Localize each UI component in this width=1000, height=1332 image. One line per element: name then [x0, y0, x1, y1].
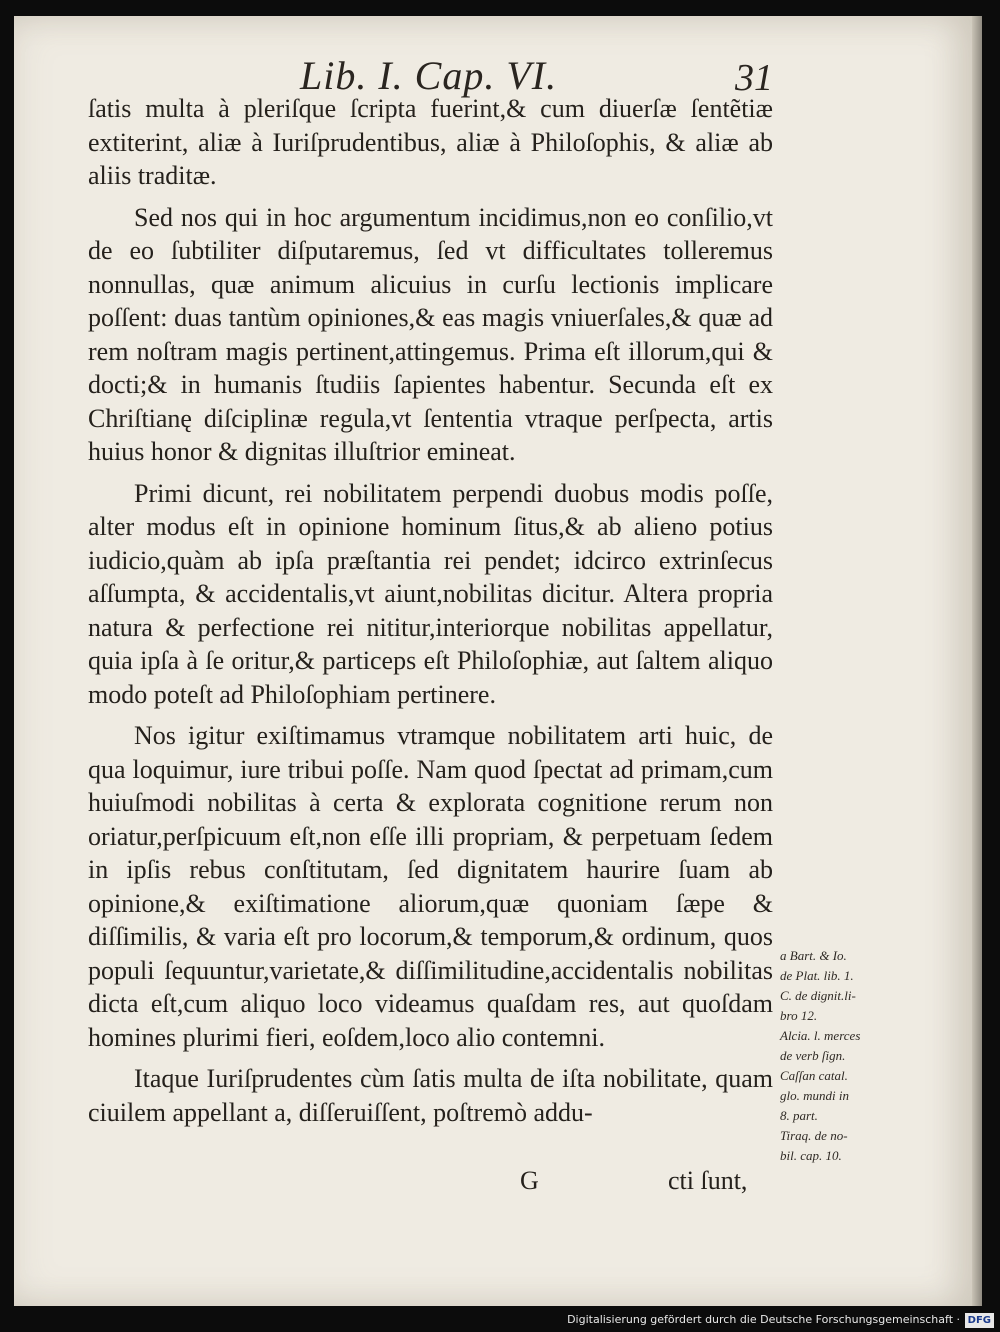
margin-note-line: de Plat. lib. 1. — [780, 968, 854, 983]
margin-note-line: Caſſan catal. — [780, 1068, 848, 1083]
margin-note-line: 8. part. — [780, 1108, 818, 1123]
margin-note-line: bro 12. — [780, 1008, 818, 1023]
margin-note-line: C. de dignit.li- — [780, 988, 856, 1003]
main-text — [88, 92, 773, 1137]
margin-note-line: Tiraq. de no- — [780, 1128, 848, 1143]
page-number: 31 — [735, 57, 773, 99]
paragraph: Primi dicunt, rei nobilitatem perpendi duobus modis poſſe, alter modus eſt in opinione hominum ſitus,& ab alieno potius iudicio,quàm ab ipſa præſtantia rei pendet; idcirco extrinſecus aſſumpta, & accidentalis,vt aiunt,nobilitas dicitur. Altera propria natura & perfectione rei nititur,interiorque nobilitas appellatur, quia ipſa à ſe oritur,& particeps eſt Philoſophiæ, aut ſaltem aliquo modo poteſt ad Philoſophiam pertinere. — [88, 478, 773, 709]
margin-note-line: glo. mundi in — [780, 1088, 849, 1103]
marginal-notes — [780, 946, 908, 1166]
dfg-logo: DFG — [965, 1313, 994, 1328]
margin-note-line: a Bart. & Io. — [780, 948, 847, 963]
paragraph: ſatis multa à pleriſque ſcripta fuerint,& cum diuerſæ ſentẽtiæ extiterint, aliæ à Iuriſprudentibus, aliæ à Philoſophis, & aliæ ab aliis traditæ. — [88, 94, 773, 190]
margin-note-line: bil. cap. 10. — [780, 1148, 842, 1163]
page-edge — [972, 16, 982, 1306]
footer-bar — [0, 1310, 1000, 1332]
paragraph: Nos igitur exiſtimamus vtramque nobilitatem arti huic, de qua loquimur, iure tribui poſſe. Nam quod ſpectat ad primam,cum huiuſmodi nobilitas à certa & explorata cognitione rerum non oriatur,perſpicuum eſt,non eſſe illi propriam, & perpetuam ſedem in ipſis rebus conſtitutam, ſed dignitatem haurire ſuam ab opinione,& exiſtimatione aliorum,quæ quoniam ſæpe & diſſimilis, & varia eſt pro locorum,& temporum,& ordinum, quos populi ſequuntur,varietate,& diſſimilitudine,accidentalis nobilitas dicta eſt,cum aliquo loco videamus quaſdam res, aut quoſdam homines plurimi fieri, eoſdem,loco alio contemni. — [88, 721, 773, 1052]
catchword: cti ſunt, — [668, 1166, 748, 1195]
funding-notice: Digitalisierung gefördert durch die Deutsche Forschungsgemeinschaft · — [567, 1313, 960, 1326]
margin-note-line: de verb ſign. — [780, 1048, 846, 1063]
running-head — [0, 48, 1000, 98]
running-head-title: Lib. I. Cap. VI. — [300, 53, 558, 98]
margin-note-line: Alcia. l. merces — [780, 1028, 861, 1043]
paragraph: Itaque Iuriſprudentes cùm ſatis multa de iſta nobilitate, quam ciuilem appellant a, diſſeruiſſent, poſtremò addu- — [88, 1064, 773, 1127]
signature-mark: G — [520, 1166, 539, 1195]
paragraph: Sed nos qui in hoc argumentum incidimus,non eo conſilio,vt de eo ſubtiliter diſputaremus, ſed vt difficultates tolleremus nonnullas, quæ animum alicuius in curſu lectionis implicare poſſent: duas tantùm opiniones,& eas magis vniuerſales,& quæ ad rem noſtram magis pertinent,attingemus. Prima eſt illorum,qui & docti;& in humanis ſtudiis ſapientes habentur. Secunda eſt ex Chriſtianę diſciplinæ regula,vt ſententia vtraque perſpecta, artis huius honor & dignitas illuſtrior emineat. — [88, 202, 773, 466]
